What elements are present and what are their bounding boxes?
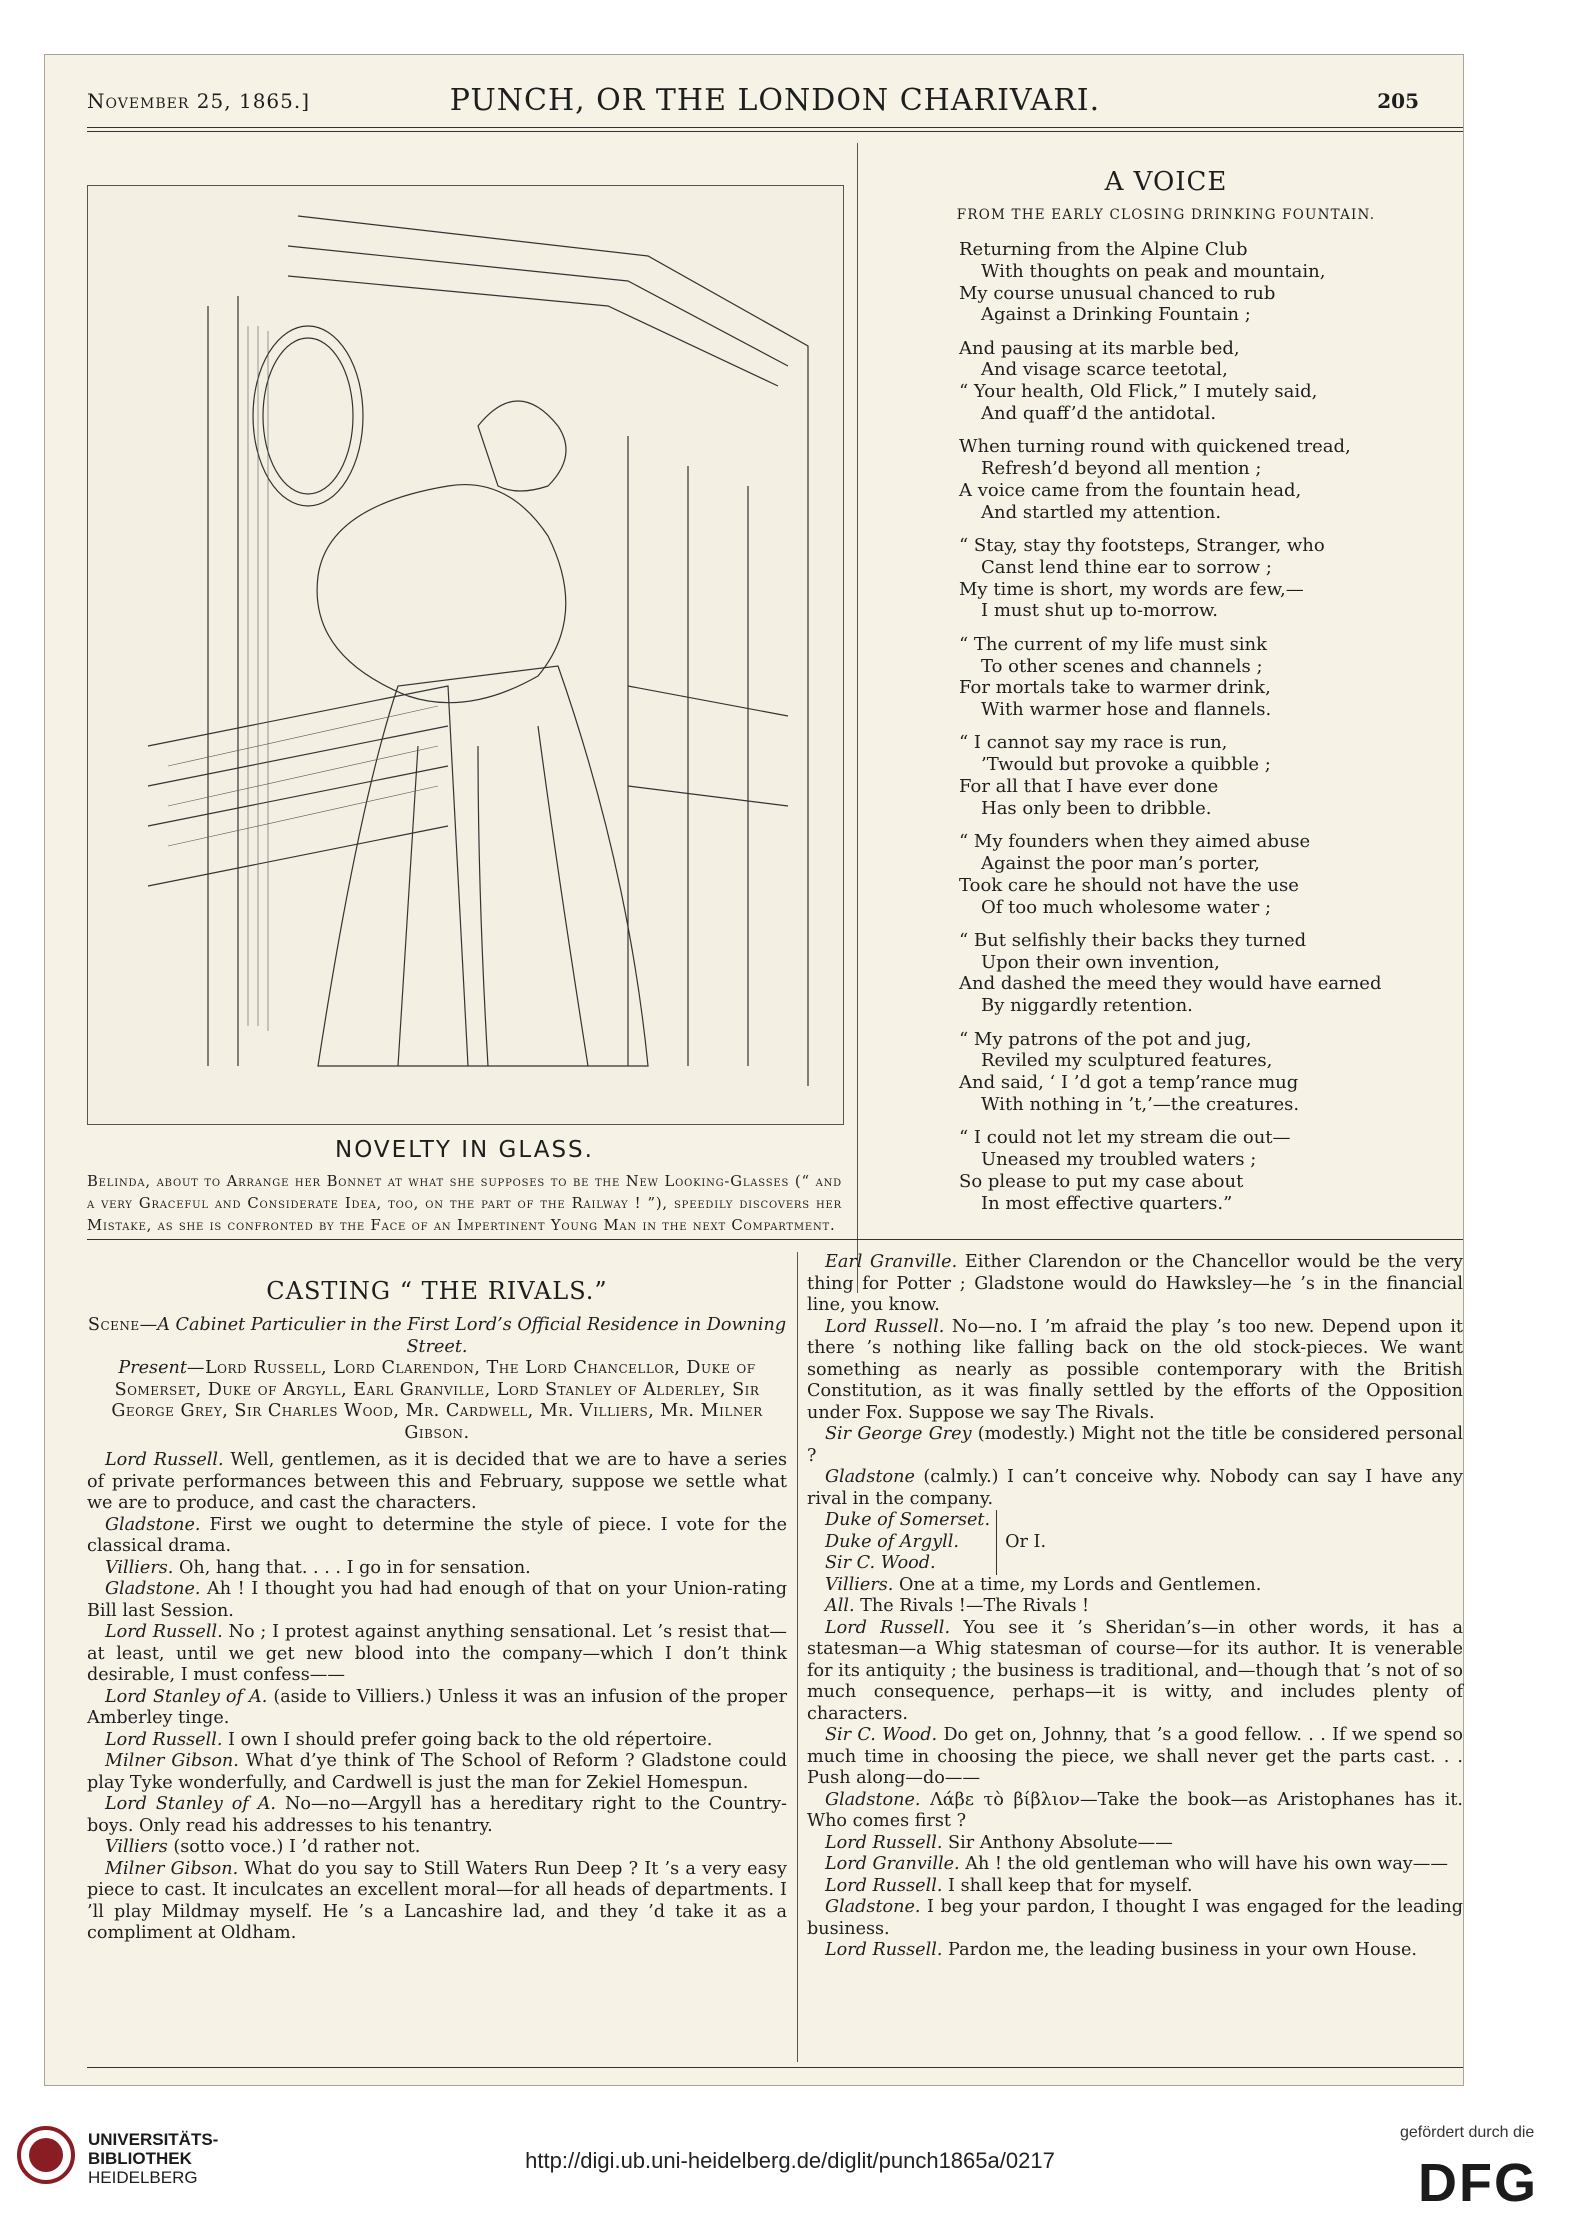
speaker-name: Lord Russell. — [825, 1316, 945, 1337]
speaker-name: Villiers. — [105, 1557, 174, 1578]
poem-subtitle: FROM THE EARLY CLOSING DRINKING FOUNTAIN. — [956, 207, 1376, 223]
dialogue-line — [807, 1897, 1463, 1940]
poem-line: “ I cannot say my race is run, — [959, 732, 1228, 754]
speaker-name: Gladstone. — [825, 1897, 921, 1917]
speaker-name: Lord Russell. — [825, 1617, 951, 1638]
page-number: 205 — [1377, 89, 1419, 113]
dialogue-line — [807, 1424, 1463, 1467]
dialogue-line — [807, 1876, 1463, 1898]
poem-line: Refresh’d beyond all mention ; — [981, 458, 1262, 480]
speech-text: No ; I protest against anything sensational. Let ’s resist that—at least, until we get new blood into the company—which I don’t think desirable, I must confess—— — [87, 1622, 787, 1685]
speech-text: Λάβε τὸ βίβλιον—Take the book—as Aristophanes has it. Who comes first ? — [807, 1789, 1463, 1831]
speaker-brace — [825, 1510, 1463, 1575]
dialogue-list — [807, 1575, 1463, 1962]
poem-line: And said, ‘ I ’d got a temp’rance mug — [959, 1072, 1299, 1094]
poem-line: To other scenes and channels ; — [981, 655, 1263, 677]
poem-line: And quaff’d the antidotal. — [981, 403, 1217, 425]
speaker-name: Lord Granville. — [825, 1854, 960, 1874]
speech-text: Ah ! the old gentleman who will have his own way—— — [959, 1854, 1448, 1874]
poem-line: “ I could not let my stream die out— — [959, 1127, 1291, 1149]
speech-text: (calmly.) I can’t conceive why. Nobody can say I have any rival in the company. — [807, 1467, 1463, 1509]
article-column-1 — [87, 1315, 787, 1945]
speech-text: No—no. I ’m afraid the play ’s too new. Depend upon it there ’s nothing like falling back on the old stock-pieces. We want something as nearly as possible contemporary with the British Constitution, as it was finally settled by the efforts of the Opposition under Fox. Suppose we say The Rivals. — [807, 1316, 1463, 1423]
speaker-name: Milner Gibson. — [105, 1858, 239, 1879]
poem-line: “ Stay, stay thy footsteps, Stranger, who — [959, 535, 1325, 557]
poem-line: “ My patrons of the pot and jug, — [959, 1028, 1252, 1050]
speech-text: Sir Anthony Absolute—— — [942, 1832, 1173, 1853]
poem-line: Returning from the Alpine Club — [959, 239, 1248, 260]
section-rule — [87, 1239, 1463, 1240]
poem-line: For all that I have ever done — [959, 776, 1219, 798]
poem-line: For mortals take to warmer drink, — [959, 677, 1271, 699]
brace-speakers — [825, 1510, 997, 1575]
university-seal-icon — [16, 2125, 76, 2185]
speaker-name: Sir George Grey — [825, 1424, 972, 1444]
dialogue-line — [807, 1940, 1463, 1962]
speech-text: Ah ! I thought you had had enough of that on your Union-rating Bill last Session. — [87, 1579, 787, 1621]
dialogue-line — [87, 1579, 787, 1622]
newspaper-page — [44, 54, 1464, 2086]
poem-line: Canst lend thine ear to sorrow ; — [981, 556, 1272, 578]
brace-speaker: Sir C. Wood. — [825, 1553, 936, 1573]
speaker-name: Lord Stanley of A. — [105, 1686, 268, 1707]
bottom-rule — [87, 2067, 1463, 2068]
cartoon-illustration — [87, 185, 844, 1125]
scene-label: Scene — [87, 1315, 140, 1335]
column-divider — [857, 143, 858, 1293]
poem-body — [959, 239, 1459, 1226]
speech-text: Pardon me, the leading business in your own House. — [942, 1940, 1417, 1960]
poem-line: And visage scarce teetotal, — [981, 359, 1228, 381]
poem-line: In most effective quarters.” — [981, 1192, 1233, 1214]
poem-stanza — [959, 1127, 1459, 1214]
dialogue-line — [807, 1854, 1463, 1876]
poem-line: Against the poor man’s porter, — [981, 852, 1260, 874]
poem-line: When turning round with quickened tread, — [959, 436, 1351, 458]
poem-line: With nothing in ’t,’—the creatures. — [981, 1093, 1300, 1115]
dialogue-line — [87, 1751, 787, 1794]
poem-line: Upon their own invention, — [981, 951, 1220, 973]
poem-line: My course unusual chanced to rub — [959, 282, 1276, 304]
dialogue-line — [807, 1317, 1463, 1425]
speaker-name: Gladstone. — [825, 1789, 921, 1810]
institution-line: UNIVERSITÄTS- — [88, 2130, 219, 2149]
speaker-name: Milner Gibson. — [105, 1751, 239, 1771]
header-rule — [87, 127, 1463, 128]
dialogue-line — [87, 1730, 787, 1752]
dialogue-line — [87, 1859, 787, 1945]
speaker-name: Earl Granville. — [825, 1252, 958, 1272]
dialogue-line — [807, 1252, 1463, 1317]
dialogue-line — [87, 1794, 787, 1837]
scene-line — [87, 1315, 787, 1358]
speech-text: The Rivals !—The Rivals ! — [854, 1596, 1090, 1616]
poem-line: “ But selfishly their backs they turned — [959, 929, 1307, 951]
poem-line: “ Your health, Old Flick,” I mutely said, — [959, 381, 1318, 403]
present-line — [87, 1358, 787, 1444]
dialogue-line — [87, 1558, 787, 1580]
poem-stanza — [959, 732, 1459, 819]
poem-line: Has only been to dribble. — [981, 797, 1212, 819]
column-divider-2 — [797, 1252, 798, 2062]
speaker-name: Gladstone — [825, 1467, 915, 1487]
speaker-name: Sir C. Wood. — [825, 1725, 938, 1745]
poem-stanza — [959, 1029, 1459, 1116]
present-label: Present — [118, 1358, 187, 1378]
poem-line: And startled my attention. — [981, 501, 1222, 523]
dialogue-list — [87, 1450, 787, 1945]
dialogue-line — [87, 1515, 787, 1558]
funded-by-label: gefördert durch die — [1400, 2124, 1535, 2141]
cartoon-title: NOVELTY IN GLASS. — [335, 1137, 594, 1163]
speech-text: Oh, hang that. . . . I go in for sensation. — [173, 1557, 531, 1578]
header-rule-2 — [87, 131, 1463, 132]
speech-text: What do you say to Still Waters Run Deep ? It ’s a very easy piece to cast. It inculcates an excellent moral—for all heads of departments. I ’ll play Mildmay myself. He ’s a Lancashire lad, and they ’d take it as a compliment at Oldham. — [87, 1858, 787, 1943]
speech-text: Do get on, Johnny, that ’s a good fellow. . . If we spend so much time in choosing the piece, we shall never get the parts cast. . . Push along—do—— — [807, 1725, 1463, 1788]
speaker-name: Lord Russell. — [105, 1622, 223, 1642]
dialogue-line — [87, 1450, 787, 1515]
dialogue-line — [807, 1618, 1463, 1726]
institution-name — [88, 2130, 218, 2187]
poem-line: ’Twould but provoke a quibble ; — [981, 754, 1271, 776]
brace-speaker: Duke of Argyll. — [825, 1531, 959, 1552]
poem-line: With warmer hose and flannels. — [981, 699, 1272, 721]
speaker-name: Lord Russell. — [825, 1875, 943, 1896]
dialogue-line — [807, 1790, 1463, 1833]
poem-stanza — [959, 634, 1459, 721]
cartoon-drawing — [88, 186, 843, 1124]
speech-text: No—no—Argyll has a hereditary right to the Country-boys. Only read his addresses to his tenantry. — [87, 1794, 787, 1836]
poem-stanza — [959, 436, 1459, 523]
poem-line: Took care he should not have the use — [959, 874, 1299, 896]
speech-text: Well, gentlemen, as it is decided that we are to have a series of private performances between this and February, suppose we settle what we are to produce, and cast the characters. — [87, 1450, 787, 1513]
poem-line: Of too much wholesome water ; — [981, 896, 1272, 918]
dialogue-line — [87, 1622, 787, 1687]
poem-stanza — [959, 930, 1459, 1017]
brace-reply: Or I. — [1005, 1531, 1047, 1552]
speaker-name: Lord Russell. — [825, 1940, 943, 1960]
poem-line: With thoughts on peak and mountain, — [981, 260, 1326, 282]
speaker-name: Lord Russell. — [105, 1729, 223, 1750]
poem-line: I must shut up to-morrow. — [981, 600, 1218, 622]
poem-line: And dashed the meed they would have earned — [959, 973, 1382, 995]
dialogue-list — [807, 1252, 1463, 1510]
masthead-title: PUNCH, OR THE LONDON CHARIVARI. — [449, 83, 1101, 118]
poem-line: Against a Drinking Fountain ; — [981, 304, 1251, 326]
dialogue-line — [807, 1467, 1463, 1510]
poem-stanza — [959, 338, 1459, 425]
article-title: CASTING “ THE RIVALS.” — [266, 1277, 608, 1305]
poem-line: By niggardly retention. — [981, 995, 1193, 1017]
speaker-name: Lord Russell. — [825, 1832, 943, 1853]
dialogue-line — [87, 1837, 787, 1859]
poem-line: So please to put my case about — [959, 1170, 1244, 1192]
speech-text: First we ought to determine the style of piece. I vote for the classical drama. — [87, 1514, 787, 1556]
poem-stanza — [959, 535, 1459, 622]
speaker-name: Villiers — [105, 1837, 168, 1857]
institution-line: HEIDELBERG — [88, 2168, 198, 2187]
speaker-name: All. — [825, 1596, 855, 1616]
permalink-url[interactable]: http://digi.ub.uni-heidelberg.de/diglit/punch1865a/0217 — [525, 2148, 1055, 2173]
speaker-name: Gladstone. — [105, 1514, 201, 1535]
speaker-name: Lord Stanley of A. — [105, 1794, 277, 1814]
speaker-name: Villiers. — [825, 1574, 894, 1595]
brace-speaker: Duke of Somerset. — [825, 1510, 991, 1530]
poem-line: My time is short, my words are few,— — [959, 578, 1304, 600]
poem-line: A voice came from the fountain head, — [959, 479, 1302, 501]
poem-line: And pausing at its marble bed, — [959, 337, 1240, 359]
article-column-2 — [807, 1252, 1463, 1962]
poem-line: Reviled my sculptured features, — [981, 1050, 1273, 1072]
institution-line: BIBLIOTHEK — [88, 2149, 192, 2168]
speech-text: Either Clarendon or the Chancellor would be the very thing for Potter ; Gladstone would do Hawksley—he ’s in the financial line, you know. — [807, 1252, 1463, 1315]
dialogue-line — [807, 1596, 1463, 1618]
present-text: —Lord Russell, Lord Clarendon, The Lord Chancellor, Duke of Somerset, Duke of Argyll, Earl Granville, Lord Stanley of Alderley, Sir George Grey, Sir Charles Wood, Mr. Cardwell, Mr. Villiers, Mr. Milner Gibson. — [111, 1358, 763, 1443]
speech-text: One at a time, my Lords and Gentlemen. — [893, 1574, 1262, 1595]
dialogue-line — [87, 1687, 787, 1730]
poem-line: “ The current of my life must sink — [959, 633, 1268, 655]
scene-text: —A Cabinet Particulier in the First Lord’s Official Residence in Downing Street. — [139, 1315, 787, 1357]
speech-text: (modestly.) Might not the title be considered personal ? — [807, 1424, 1463, 1466]
speech-text: What d’ye think of The School of Reform ? Gladstone could play Tyke wonderfully, and Cardwell is just the man for Zekiel Homespun. — [87, 1751, 787, 1793]
speaker-name: Lord Russell. — [105, 1450, 224, 1470]
issue-date: November 25, 1865.] — [87, 89, 311, 113]
speech-text: I shall keep that for myself. — [942, 1875, 1193, 1896]
speech-text: I beg your pardon, I thought I was engaged for the leading business. — [807, 1897, 1463, 1939]
speech-text: I own I should prefer going back to the old répertoire. — [222, 1729, 713, 1750]
cartoon-caption: Belinda, about to Arrange her Bonnet at what she supposes to be the New Looking-Glasses (“ and a very Graceful and Considerate Idea, too, on the part of the Railway ! ”), speedily discovers her Mistake, as she is confronted by the Face of an Impertinent Young Man in the next Compartment. — [87, 1173, 842, 1234]
speaker-name: Gladstone. — [105, 1579, 201, 1599]
dialogue-line — [807, 1575, 1463, 1597]
speech-text: You see it ’s Sheridan’s—in other words, it has a statesman—a Whig statesman of course—for its author. It is venerable for its antiquity ; the business is traditional, and—though that ’s not of so much consequence, perhaps—it is witty, and includes plenty of characters. — [807, 1617, 1464, 1724]
speech-text: (aside to Villiers.) Unless it was an infusion of the proper Amberley tinge. — [87, 1686, 787, 1728]
poem-stanza — [959, 831, 1459, 918]
speech-text: (sotto voce.) I ’d rather not. — [167, 1837, 421, 1857]
poem-title: A VOICE — [1104, 167, 1228, 197]
poem-line: Uneased my troubled waters ; — [981, 1148, 1257, 1170]
poem-line: “ My founders when they aimed abuse — [959, 831, 1311, 853]
dialogue-line — [807, 1833, 1463, 1855]
poem-stanza — [959, 239, 1459, 326]
dfg-logo: DFG — [1418, 2153, 1538, 2213]
dialogue-line — [807, 1725, 1463, 1790]
